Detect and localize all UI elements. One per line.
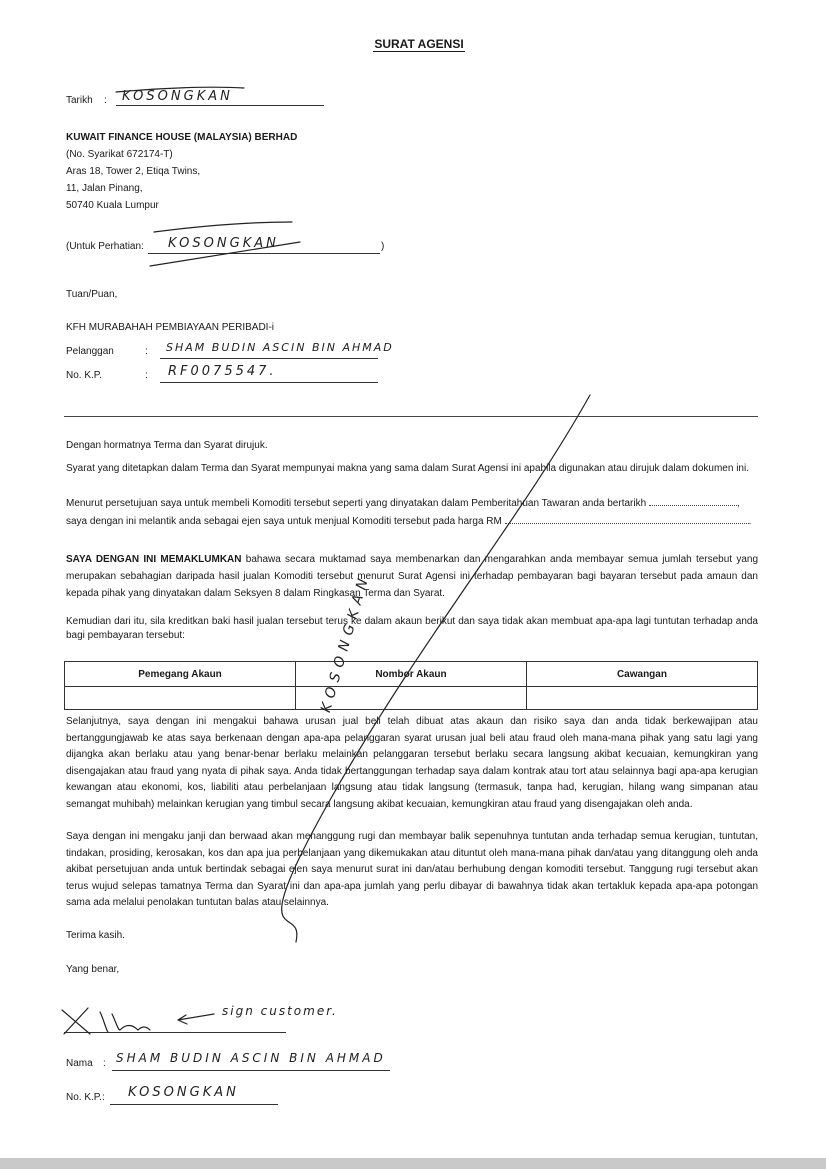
scan-bottom-edge xyxy=(0,1158,826,1169)
col-account-number: Nombor Akaun xyxy=(296,662,527,687)
date-colon: : xyxy=(104,95,107,106)
ic-label: No. K.P. xyxy=(66,370,102,381)
customer-handwritten-value: SHAM BUDIN ASCIN BIN AHMAD xyxy=(166,341,394,354)
customer-line xyxy=(160,357,378,359)
customer-label: Pelanggan xyxy=(66,346,114,357)
ic2-line xyxy=(110,1103,278,1105)
declaration-text: bahawa secara muktamad saya membenarkan dan mengarahkan anda membayar semua jumlah tersebut yang merupakan sebahagian daripada hasil jualan Komoditi tersebut menurut Surat Agensi ini terhadap pembayaran bagi bayaran tersebut pada amaun dan kepada pihak yang dinyatakan dalam Seksyen 8 dalam Ringkasan Terma dan Syarat. xyxy=(66,554,759,599)
paragraph-liability: Selanjutnya, saya dengan ini mengakui bahawa urusan jual beli telah dibuat atas akaun dan risiko saya dan anda tidak berkewajipan atau bertanggungjawab ke atas saya berkenaan dengan apa-apa pelanggaran syarat urusan jual beli atau fraud oleh mana-mana pihak yang satu lagi yang dijangka akan berlaku atau yang benar-benar berlaku melainkan pelanggaran tersebut berlaku secara langsung akibat kecuaian, kemungkiran yang disengajakan atau fraud yang nyata di pihak saya. Anda tidak bertanggungan terhadap saya dalam kontrak atau tort atau selainnya bagi apa-apa kerugian kewangan atau ekonomi, kos, liabiliti atau perbelanjaan langsung atau tidak langsung (termasuk, tanpa had, kerugian, hilang wang simpanan atau semangat muhibah) melainkan kerugian yang timbul secara langsung akibat kecuaian, kemungkiran atau fraud yang disengajakan oleh anda. xyxy=(66,716,758,810)
attention-label: (Untuk Perhatian: xyxy=(66,241,144,252)
paragraph-declaration xyxy=(66,551,758,602)
product-name: KFH MURABAHAH PEMBIAYAAN PERIBADI-i xyxy=(66,322,274,333)
ic-line xyxy=(160,381,378,383)
declaration-bold: SAYA DENGAN INI MEMAKLUMKAN xyxy=(66,554,242,565)
date-handwritten-value: KOSONGKAN xyxy=(122,89,233,104)
document-title: SURAT AGENSI xyxy=(374,37,464,51)
ic2-handwritten-value: KOSONGKAN xyxy=(128,1085,239,1100)
date-line xyxy=(116,104,324,106)
closing-thanks: Terima kasih. xyxy=(66,930,125,941)
ic-colon: : xyxy=(145,370,148,381)
account-table xyxy=(64,661,758,710)
signature-line xyxy=(64,1031,286,1033)
customer-colon: : xyxy=(145,346,148,357)
signature-note: sign customer. xyxy=(222,1004,338,1018)
name-label: Nama xyxy=(66,1058,93,1069)
company-name: KUWAIT FINANCE HOUSE (MALAYSIA) BERHAD xyxy=(66,132,298,143)
diagonal-annotation: KOSONGKAN xyxy=(318,571,374,715)
paragraph-indemnity: Saya dengan ini mengaku janji dan berwaad akan menanggung rugi dan membayar balik sepenuhnya tuntutan anda terhadap semua kerugian, tuntutan, tindakan, prosiding, kerosakan, kos dan apa jua perbelanjaan yang dikemukakan atau dituntut oleh mana-mana pihak dan/atau yang ditanggung oleh anda akibat persetujuan anda untuk bertindak sebagai ejen saya menurut surat ini dan/atau berhubung dengan komoditi tersebut. Tanggung rugi tersebut akan terus wujud selepas tamatnya Terma dan Syarat ini dan apa-apa jumlah yang perlu dibayar di bawahnya tidak akan tertakluk kepada apa-apa potongan sama ada melalui penolakan tuntutan balas atau selainnya. xyxy=(66,831,758,908)
salutation: Tuan/Puan, xyxy=(66,289,118,300)
col-account-holder: Pemegang Akaun xyxy=(65,662,296,687)
company-reg: (No. Syarikat 672174-T) xyxy=(66,149,173,160)
paragraph-credit: Kemudian dari itu, sila kreditkan baki hasil jualan tersebut terus ke dalam akaun berikut dan saya tidak akan membuat apa-apa lagi tuntutan terhadap anda bagi pembayaran tersebut: xyxy=(66,616,758,641)
attention-handwritten-value: KOSONGKAN xyxy=(168,236,279,251)
ic2-label: No. K.P.: xyxy=(66,1092,105,1103)
paragraph-purchase-line1: Menurut persetujuan saya untuk membeli Komoditi tersebut seperti yang dinyatakan dalam Pemberitahuan Tawaran anda bertarikh , xyxy=(66,498,740,509)
ic-handwritten-value: RF0075547. xyxy=(168,364,277,379)
paragraph-purchase-line2: saya dengan ini melantik anda sebagai ejen saya untuk menjual Komoditi tersebut pada harga RM . xyxy=(66,516,752,527)
name-handwritten-value: SHAM BUDIN ASCIN BIN AHMAD xyxy=(116,1051,386,1065)
company-addr2: 11, Jalan Pinang, xyxy=(66,183,143,194)
signature-scribble xyxy=(100,1012,150,1032)
company-addr1: Aras 18, Tower 2, Etiqa Twins, xyxy=(66,166,201,177)
attention-line xyxy=(148,252,380,254)
cell-account-holder xyxy=(65,687,296,710)
name-colon: : xyxy=(103,1058,106,1069)
attention-close: ) xyxy=(381,241,385,252)
date-label: Tarikh xyxy=(66,95,93,106)
cell-branch xyxy=(526,687,757,710)
name-line xyxy=(112,1069,390,1071)
company-addr3: 50740 Kuala Lumpur xyxy=(66,200,159,211)
col-branch: Cawangan xyxy=(526,662,757,687)
separator-line xyxy=(64,416,758,417)
closing-sincerely: Yang benar, xyxy=(66,964,120,975)
paragraph-definitions: Syarat yang ditetapkan dalam Terma dan Syarat mempunyai makna yang sama dalam Surat Agensi ini apabila digunakan atau dirujuk dalam dokumen ini. xyxy=(66,463,749,474)
arrow-icon xyxy=(178,1014,214,1024)
underline-stroke-attention xyxy=(154,222,292,232)
paragraph-intro: Dengan hormatnya Terma dan Syarat dirujuk. xyxy=(66,440,268,451)
